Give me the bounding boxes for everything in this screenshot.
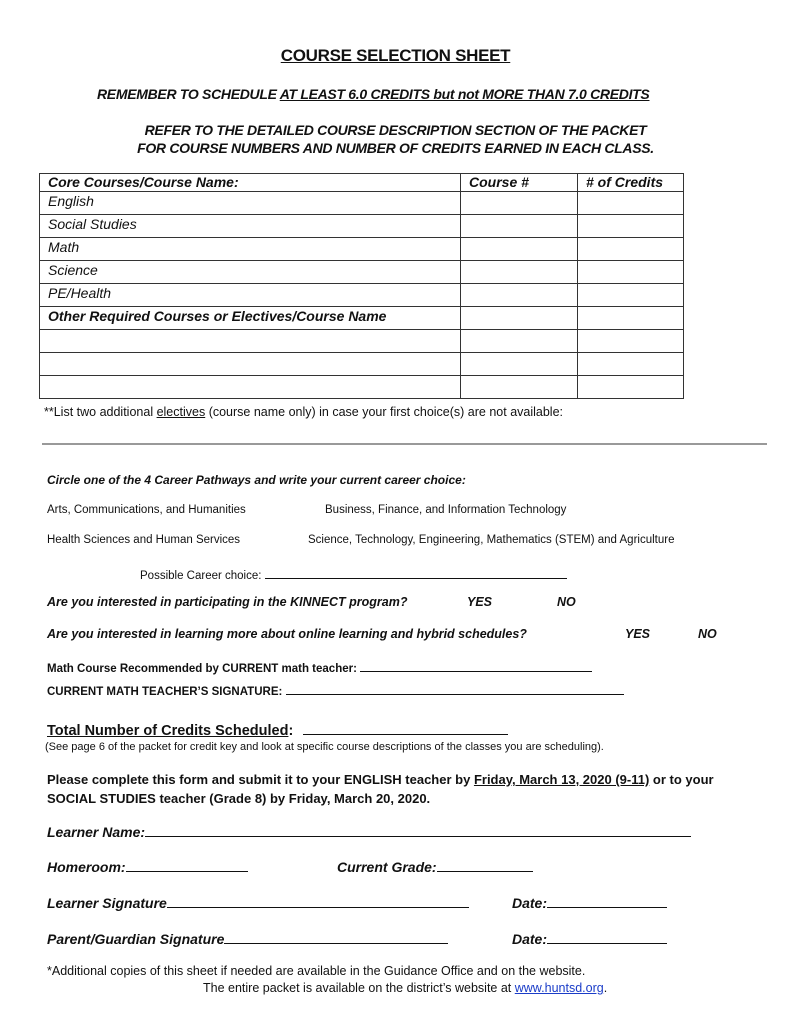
credits-cell[interactable] — [578, 353, 684, 376]
current-grade-field[interactable] — [437, 857, 533, 872]
pathway-arts[interactable]: Arts, Communications, and Humanities — [47, 504, 246, 516]
course-name-cell: Science — [40, 261, 461, 284]
credits-cell[interactable] — [578, 192, 684, 215]
credits-cell[interactable] — [578, 376, 684, 399]
course-number-cell[interactable] — [461, 376, 578, 399]
course-number-cell[interactable] — [461, 238, 578, 261]
table-row — [40, 284, 684, 307]
credits-cell[interactable] — [578, 261, 684, 284]
course-name-cell: English — [40, 192, 461, 215]
electives-note-suffix: (course name only) in case your first choice(s) are not available: — [205, 405, 564, 419]
learner-name-label: Learner Name: — [47, 824, 146, 840]
math-recommended-label: Math Course Recommended by CURRENT math teacher: — [47, 663, 357, 675]
course-number-cell[interactable] — [461, 215, 578, 238]
learner-signature-field[interactable] — [167, 893, 469, 908]
online-question: Are you interested in learning more about online learning and hybrid schedules? — [47, 627, 527, 641]
course-name-cell: Math — [40, 238, 461, 261]
course-number-cell[interactable] — [461, 353, 578, 376]
course-name-cell: Social Studies — [40, 215, 461, 238]
total-credits-colon: : — [288, 723, 294, 739]
course-name-cell[interactable] — [40, 376, 461, 399]
credits-cell[interactable] — [578, 215, 684, 238]
refer-line-1: REFER TO THE DETAILED COURSE DESCRIPTION SECTION OF THE PACKET — [144, 122, 647, 138]
pathway-health[interactable]: Health Sciences and Human Services — [47, 534, 241, 546]
submit-instruction-1 — [47, 772, 714, 787]
total-credits-label: Total Number of Credits Scheduled — [47, 723, 289, 739]
total-credits-row — [47, 721, 508, 739]
total-credits-field[interactable] — [303, 721, 508, 735]
math-recommended-field[interactable] — [360, 659, 592, 672]
table-row — [40, 307, 684, 330]
table-row — [40, 215, 684, 238]
table-row — [40, 238, 684, 261]
credit-range: AT LEAST 6.0 CREDITS but not MORE THAN 7.0 CREDITS — [279, 86, 650, 102]
career-instruction: Circle one of the 4 Career Pathways and write your current career choice: — [47, 473, 466, 487]
credit-reminder — [97, 86, 649, 102]
learner-signature-row — [47, 893, 469, 911]
footer-period: . — [603, 981, 608, 995]
parent-signature-label: Parent/Guardian Signature — [47, 931, 225, 947]
parent-date-row — [512, 929, 667, 947]
career-choice-field[interactable] — [265, 565, 567, 579]
math-recommended-row — [47, 659, 592, 675]
kinnect-yes[interactable]: YES — [467, 595, 493, 609]
submit-part1: Please complete this form and submit it to your ENGLISH teacher by — [47, 772, 474, 787]
electives-subheader: Other Required Courses or Electives/Course Name — [40, 307, 461, 330]
pathway-business[interactable]: Business, Finance, and Information Technology — [325, 504, 567, 516]
submit-part2: or to your — [649, 772, 714, 787]
online-no[interactable]: NO — [698, 627, 717, 641]
credits-cell[interactable] — [578, 307, 684, 330]
homeroom-row — [47, 857, 248, 875]
learner-date-row — [512, 893, 667, 911]
electives-note — [44, 405, 563, 419]
learner-name-row — [47, 822, 691, 840]
course-table — [39, 173, 684, 399]
learner-date-label: Date: — [512, 895, 548, 911]
credits-cell[interactable] — [578, 284, 684, 307]
table-row — [40, 353, 684, 376]
divider — [42, 443, 767, 445]
table-row — [40, 192, 684, 215]
kinnect-question: Are you interested in participating in the KINNECT program? — [47, 595, 408, 609]
pathway-stem[interactable]: Science, Technology, Engineering, Mathematics (STEM) and Agriculture — [308, 534, 675, 546]
course-number-cell[interactable] — [461, 261, 578, 284]
learner-date-field[interactable] — [547, 893, 667, 908]
course-number-cell[interactable] — [461, 192, 578, 215]
math-signature-row — [47, 682, 624, 698]
current-grade-label: Current Grade: — [337, 859, 437, 875]
online-yes[interactable]: YES — [625, 627, 651, 641]
learner-name-field[interactable] — [145, 822, 691, 837]
footer-website-note — [203, 981, 607, 995]
electives-note-prefix: **List two additional — [44, 405, 157, 419]
career-choice-row — [140, 565, 567, 582]
course-number-cell[interactable] — [461, 330, 578, 353]
credit-key-note: (See page 6 of the packet for credit key and look at specific course descriptions of the classes you are scheduling). — [45, 741, 604, 753]
homeroom-label: Homeroom: — [47, 859, 126, 875]
table-row — [40, 330, 684, 353]
learner-signature-label: Learner Signature — [47, 895, 167, 911]
credit-reminder-prefix: REMEMBER TO SCHEDULE — [97, 86, 280, 102]
course-name-cell[interactable] — [40, 353, 461, 376]
header-course-name: Core Courses/Course Name: — [40, 174, 461, 192]
footer-copies-note: *Additional copies of this sheet if needed are available in the Guidance Office and on the website. — [47, 964, 586, 978]
header-credits: # of Credits — [578, 174, 684, 192]
header-course-number: Course # — [461, 174, 578, 192]
math-signature-field[interactable] — [286, 682, 624, 695]
refer-line-2: FOR COURSE NUMBERS AND NUMBER OF CREDITS EARNED IN EACH CLASS. — [137, 140, 654, 156]
credits-cell[interactable] — [578, 238, 684, 261]
course-name-cell[interactable] — [40, 330, 461, 353]
parent-signature-row — [47, 929, 448, 947]
career-choice-label: Possible Career choice: — [140, 570, 262, 582]
table-row — [40, 261, 684, 284]
parent-signature-field[interactable] — [224, 929, 448, 944]
parent-date-field[interactable] — [547, 929, 667, 944]
submit-instruction-2: SOCIAL STUDIES teacher (Grade 8) by Friday, March 20, 2020. — [47, 791, 431, 806]
course-number-cell[interactable] — [461, 284, 578, 307]
page-title: COURSE SELECTION SHEET — [280, 46, 511, 65]
current-grade-row — [337, 857, 533, 875]
kinnect-no[interactable]: NO — [557, 595, 576, 609]
district-website-link[interactable]: www.huntsd.org — [514, 981, 604, 995]
course-number-cell[interactable] — [461, 307, 578, 330]
course-name-cell: PE/Health — [40, 284, 461, 307]
electives-note-emphasis: electives — [156, 405, 206, 419]
math-signature-label: CURRENT MATH TEACHER’S SIGNATURE: — [47, 686, 283, 698]
parent-date-label: Date: — [512, 931, 548, 947]
submit-deadline: Friday, March 13, 2020 (9-11) — [473, 772, 650, 787]
homeroom-field[interactable] — [126, 857, 248, 872]
table-row — [40, 376, 684, 399]
credits-cell[interactable] — [578, 330, 684, 353]
footer-website-prefix: The entire packet is available on the district’s website at — [203, 981, 515, 995]
table-header-row — [40, 174, 684, 192]
